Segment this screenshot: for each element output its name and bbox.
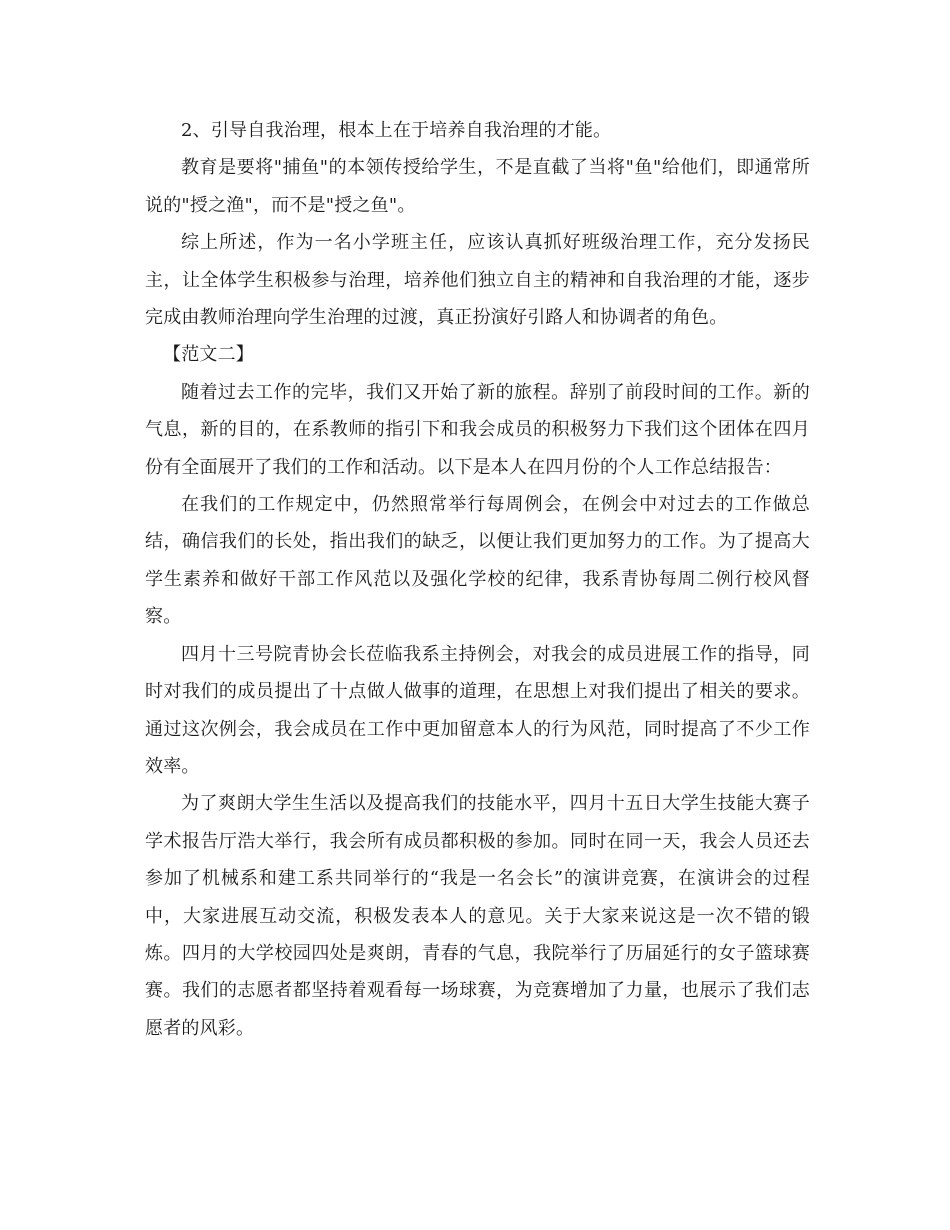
paragraph-point-2: 2、引导自我治理，根本上在于培养自我治理的才能。: [181, 120, 612, 141]
paragraph-introduction: 随着过去工作的完毕，我们又开始了新的旅程。辞别了前段时间的工作。新的气息，新的目的，在系教师的指引下和我会成员的积极努力下我们这个团体在四月份有全面展开了我们的工作和活动。以下是本人在四月份的个人工作总结报告：: [145, 381, 810, 478]
section-heading-sample-two: 【范文二】: [163, 344, 254, 366]
paragraph-april-15: 为了爽朗大学生生活以及提高我们的技能水平，四月十五日大学生技能大赛子学术报告厅浩大举行，我会所有成员都积极的参加。同时在同一天，我会人员还去参加了机械系和建工系共同举行的“我是一名会长”的演讲竞赛，在演讲会的过程中，大家进展互动交流，积极发表本人的意见。关于大家来说这是一次不错的锻炼。四月的大学校园四处是爽朗，青春的气息，我院举行了历届延行的女子篮球赛赛。我们的志愿者都坚持着观看每一场球赛，为竞赛增加了力量，也展示了我们志愿者的风彩。: [145, 793, 810, 1039]
paragraph-fishing-metaphor: 教育是要将"捕鱼"的本领传授给学生，不是直截了当将"鱼"给他们，即通常所说的"授之渔"，而不是"授之鱼"。: [145, 157, 810, 216]
paragraph-weekly-meeting: 在我们的工作规定中，仍然照常举行每周例会，在例会中对过去的工作做总结，确信我们的长处，指出我们的缺乏，以便让我们更加努力的工作。为了提高大学生素养和做好干部工作风范以及强化学校的纪律，我系青协每周二例行校风督察。: [145, 494, 810, 628]
document-body: [145, 112, 810, 1047]
paragraph-conclusion: 综上所述，作为一名小学班主任，应该认真抓好班级治理工作，充分发扬民主，让全体学生积极参与治理，培养他们独立自主的精神和自我治理的才能，逐步完成由教师治理向学生治理的过渡，真正扮演好引路人和协调者的角色。: [145, 232, 810, 329]
paragraph-april-13: 四月十三号院青协会长莅临我系主持例会，对我会的成员进展工作的指导，同时对我们的成员提出了十点做人做事的道理，在思想上对我们提出了相关的要求。通过这次例会，我会成员在工作中更加留意本人的行为风范，同时提高了不少工作效率。: [145, 643, 810, 777]
